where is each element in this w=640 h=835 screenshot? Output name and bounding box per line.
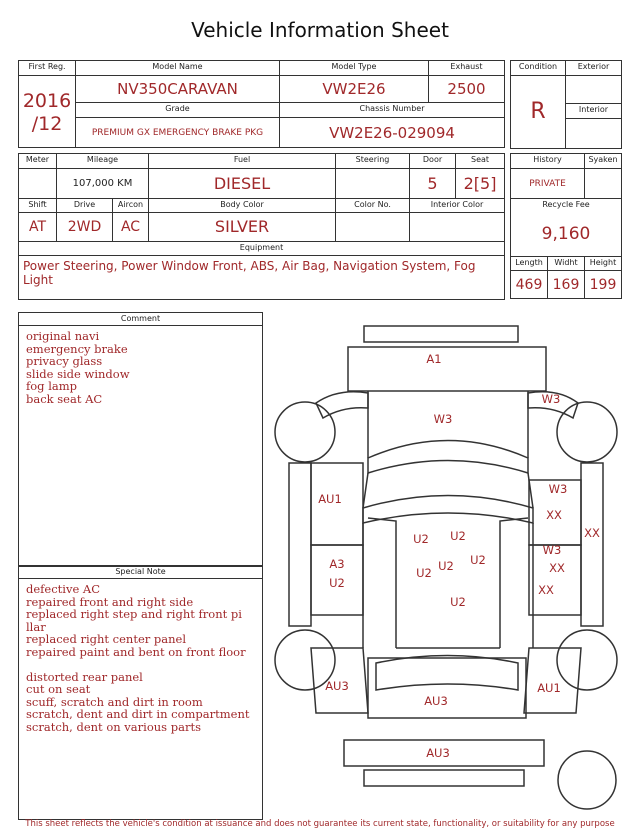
special-note-item: defective AC [26,582,101,596]
meter-label: Meter [25,155,50,164]
grade-label-cell [76,103,280,118]
comment-item: slide side window [26,366,130,381]
recycle-fee-value: 9,160 [541,224,591,245]
disclaimer-footer: This sheet reflects the vehicle's condition at issuance and does not guarantee its current state, functionality, or suitability for any purpose [25,819,615,829]
damage-mark-right-front-door: XX [546,508,562,522]
drive-value: 2WD [67,219,102,235]
damage-mark-right-rear-panel: XX [538,583,554,597]
damage-mark-left-rear-panel-2: U2 [329,576,345,590]
comment-list [19,326,262,405]
condition-table [510,60,622,149]
meter-label-cell [19,154,57,169]
damage-mark-left-rear-fender: AU3 [325,679,349,693]
history-table [510,153,622,299]
roof-front-edge [363,496,533,524]
first-reg-label-cell [19,61,76,76]
spare-wheel [558,751,616,809]
steering-cell [336,169,410,199]
chassis-label-cell [280,103,505,118]
recycle-fee-label: Recycle Fee [542,200,590,209]
interior-label-cell [566,104,622,119]
steering-label-cell [336,154,410,169]
condition-label-cell [511,61,566,76]
damage-mark-roof-4: U2 [438,559,454,573]
model-type-label: Model Type [331,62,377,71]
comment-item: fog lamp [26,379,77,393]
special-note-item: scuff, scratch and dirt in room [26,694,203,709]
mileage-label-cell [57,154,149,169]
aircon-value: AC [120,219,141,235]
right-step [581,463,603,626]
right-rear-wheel [557,630,617,690]
interior-label: Interior [578,105,609,114]
model-type-label-cell [280,61,429,76]
left-step [289,463,311,626]
interior-color-label-cell [410,199,505,213]
shift-value: AT [28,219,47,235]
special-note-item [26,658,262,671]
exterior-cell [566,76,622,104]
special-note-item: cut on seat [26,682,91,696]
exhaust-value: 2500 [447,80,486,98]
exterior-label: Exterior [577,62,610,71]
damage-mark-roof-5: U2 [470,553,486,567]
model-info-table [18,60,505,148]
mileage-cell [57,169,149,199]
drive-label: Drive [73,200,96,209]
fuel-cell [149,169,336,199]
comment-header: Comment [19,313,262,326]
history-label: History [533,155,562,164]
body-color-label: Body Color [220,200,264,209]
mileage-label: Mileage [86,155,119,164]
damage-mark-right-slide-door: XX [549,561,565,575]
damage-mark-right-edge: XX [584,526,600,540]
interior-cell [566,119,622,149]
first-reg-year: 2016 [22,89,72,112]
door-value: 5 [427,173,438,193]
drive-cell [57,213,113,242]
page-title: Vehicle Information Sheet [191,18,449,42]
length-cell [511,271,548,299]
comment-item: back seat AC [26,391,103,406]
roof-rails [368,518,528,648]
aircon-label-cell [113,199,149,213]
damage-mark-rear-gate: AU3 [424,694,448,708]
damage-marks [318,352,600,760]
length-value: 469 [515,276,543,293]
damage-mark-rear-bumper: AU3 [426,746,450,760]
syaken-label-cell [585,154,622,169]
interior-color-cell [410,213,505,242]
color-no-label: Color No. [354,200,391,209]
fuel-label-cell [149,154,336,169]
equipment-label: Equipment [239,243,284,252]
comment-item: original navi [26,329,100,343]
model-name-cell [76,76,280,103]
damage-mark-right-slide-window: W3 [542,543,562,557]
height-label-cell [585,257,622,271]
special-note-item: replaced right center panel [26,632,187,646]
width-cell [548,271,585,299]
steering-label: Steering [355,155,390,164]
damage-mark-right-rear-fender: AU1 [537,681,561,695]
damage-mark-right-mirror: W3 [541,392,561,406]
seat-value: 2[5] [463,173,497,193]
roof-sides [363,523,533,648]
history-value: PRIVATE [529,178,566,189]
history-label-cell [511,154,585,169]
equipment-label-cell [19,242,505,256]
rear-step [364,770,524,786]
mileage-value: 107,000 KM [72,177,133,189]
special-note-list [19,579,262,733]
grade-label: Grade [165,104,190,113]
aircon-label: Aircon [117,200,144,209]
damage-mark-windshield: W3 [433,412,453,426]
windshield-panel [368,441,528,474]
a-pillars [363,473,533,508]
model-name-value: NV350CARAVAN [117,80,238,98]
seat-label-cell [456,154,505,169]
grade-value: PREMIUM GX EMERGENCY BRAKE PKG [91,127,264,138]
door-cell [410,169,456,199]
height-value: 199 [589,276,617,293]
syaken-label: Syaken [588,155,618,164]
length-label-cell [511,257,548,271]
width-value: 169 [552,276,580,293]
special-note-item: repaired paint and bent on front floor [26,644,246,659]
exterior-label-cell [566,61,622,76]
model-name-label-cell [76,61,280,76]
drive-label-cell [57,199,113,213]
chassis-number-value: VW2E26-029094 [329,123,455,142]
vehicle-damage-diagram [268,318,624,818]
seat-cell [456,169,505,199]
damage-mark-right-front-window: W3 [548,482,568,496]
door-label: Door [422,155,443,164]
meter-cell [19,169,57,199]
special-note-box [18,565,263,820]
body-color-label-cell [149,199,336,213]
damage-mark-left-front-door: AU1 [318,492,342,506]
condition-label: Condition [518,62,558,71]
height-cell [585,271,622,299]
color-no-cell [336,213,410,242]
specs-table [18,153,505,300]
comment-box [18,312,263,567]
seat-label: Seat [470,155,490,164]
first-reg-cell [19,76,76,148]
grade-cell [76,118,280,148]
left-mirror [316,392,368,418]
special-note-item: scratch, dent on various parts [26,719,201,734]
history-cell [511,169,585,199]
width-label-cell [548,257,585,271]
first-reg-label: First Reg. [28,62,66,71]
special-note-item: replaced right step and right front pi llar [26,607,242,634]
comment-item: privacy glass [26,354,103,368]
special-note-header: Special Note [19,566,262,579]
height-label: Height [589,258,617,267]
exhaust-cell [429,76,505,103]
syaken-cell [585,169,622,199]
damage-mark-roof-2: U2 [450,529,466,543]
right-front-wheel [557,402,617,462]
recycle-fee-cell [511,213,622,257]
shift-label-cell [19,199,57,213]
door-label-cell [410,154,456,169]
recycle-fee-label-cell [511,199,622,213]
model-name-label: Model Name [152,62,203,71]
damage-mark-roof-3: U2 [416,566,432,580]
special-note-item: scratch, dent and dirt in compartment [26,707,250,721]
shift-cell [19,213,57,242]
first-reg-month: /12 [31,112,63,135]
body-color-value: SILVER [214,217,270,236]
special-note-item: distorted rear panel [26,669,143,684]
hood-panel [348,347,546,391]
length-label: Length [515,258,543,267]
condition-value: R [530,99,546,124]
fuel-value: DIESEL [213,173,271,193]
chassis-cell [280,118,505,148]
interior-color-label: Interior Color [430,200,484,209]
comment-item: emergency brake [26,341,128,356]
chassis-number-label: Chassis Number [359,104,425,113]
exhaust-label: Exhaust [450,62,483,71]
color-no-label-cell [336,199,410,213]
fuel-label: Fuel [233,155,251,164]
damage-mark-roof-6: U2 [450,595,466,609]
condition-cell [511,76,566,149]
equipment-value: Power Steering, Power Window Front, ABS, Air Bag, Navigation System, Fog Light [23,259,476,287]
model-type-cell [280,76,429,103]
damage-mark-roof-1: U2 [413,532,429,546]
equipment-cell [19,256,505,300]
shift-label: Shift [28,200,47,209]
model-type-value: VW2E26 [322,80,386,98]
damage-mark-hood: A1 [426,352,442,366]
front-bumper [364,326,518,342]
left-front-wheel [275,402,335,462]
aircon-cell [113,213,149,242]
width-label: Widht [554,258,578,267]
exhaust-label-cell [429,61,505,76]
damage-mark-left-rear-panel-1: A3 [329,557,345,571]
rear-window [376,656,518,691]
body-color-cell [149,213,336,242]
special-note-item: repaired front and right side [26,594,194,609]
